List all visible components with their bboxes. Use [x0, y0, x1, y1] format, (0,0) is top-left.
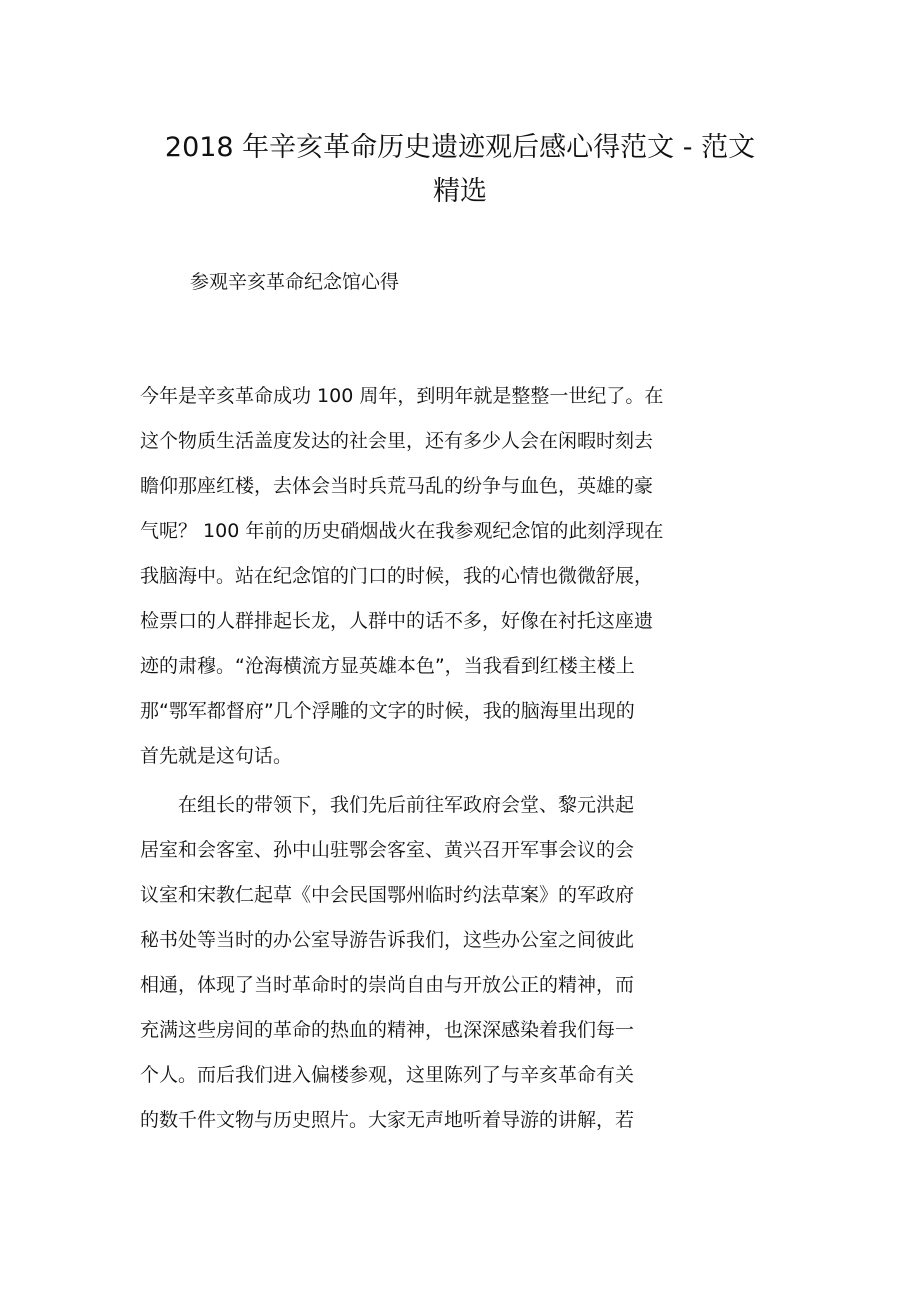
title-line: 2018 年辛亥革命历史遗迹观后感心得范文 - 范文 [164, 132, 756, 163]
paragraph-line: 迹的肃穆。“沧海横流方显英雄本色”，当我看到红楼主楼上 [140, 655, 635, 677]
paragraph-line: 那“鄂军都督府”几个浮雕的文字的时候，我的脑海里出现的 [140, 700, 635, 722]
paragraph-line: 首先就是这句话。 [140, 745, 293, 767]
paragraph-1 [140, 374, 663, 779]
paragraph-line: 在组长的带领下，我们先后前往军政府会堂、黎元洪起 [178, 794, 635, 816]
paragraph-line: 秘书处等当时的办公室导游告诉我们，这些办公室之间彼此 [140, 929, 635, 951]
paragraph-line: 瞻仰那座红楼，去体会当时兵荒马乱的纷争与血色，英雄的豪 [140, 475, 654, 497]
paragraph-line: 检票口的人群排起长龙，人群中的话不多，好像在衬托这座遗 [140, 610, 654, 632]
title-line: 精选 [433, 176, 487, 207]
paragraph-line: 相通，体现了当时革命时的崇尚自由与开放公正的精神，而 [140, 974, 635, 996]
paragraph-line: 议室和宋教仁起草《中会民国鄂州临时约法草案》的军政府 [140, 884, 635, 906]
document-subtitle: 参观辛亥革命纪念馆心得 [190, 271, 400, 293]
paragraph-line: 我脑海中。站在纪念馆的门口的时候，我的心情也微微舒展， [140, 565, 654, 587]
paragraph-line: 气呢？ 100 年前的历史硝烟战火在我参观纪念馆的此刻浮现在 [140, 520, 664, 542]
paragraph-line: 这个物质生活盖度发达的社会里，还有多少人会在闲暇时刻去 [140, 430, 654, 452]
paragraph-line: 的数千件文物与历史照片。大家无声地听着导游的讲解，若 [140, 1109, 635, 1131]
paragraph-2 [140, 783, 634, 1143]
paragraph-line: 今年是辛亥革命成功 100 周年，到明年就是整整一世纪了。在 [140, 385, 664, 407]
paragraph-line: 充满这些房间的革命的热血的精神，也深深感染着我们每一 [140, 1019, 635, 1041]
paragraph-line: 居室和会客室、孙中山驻鄂会客室、黄兴召开军事会议的会 [140, 839, 635, 861]
document-title [100, 126, 820, 214]
paragraph-line: 个人。而后我们进入偏楼参观，这里陈列了与辛亥革命有关 [140, 1064, 635, 1086]
